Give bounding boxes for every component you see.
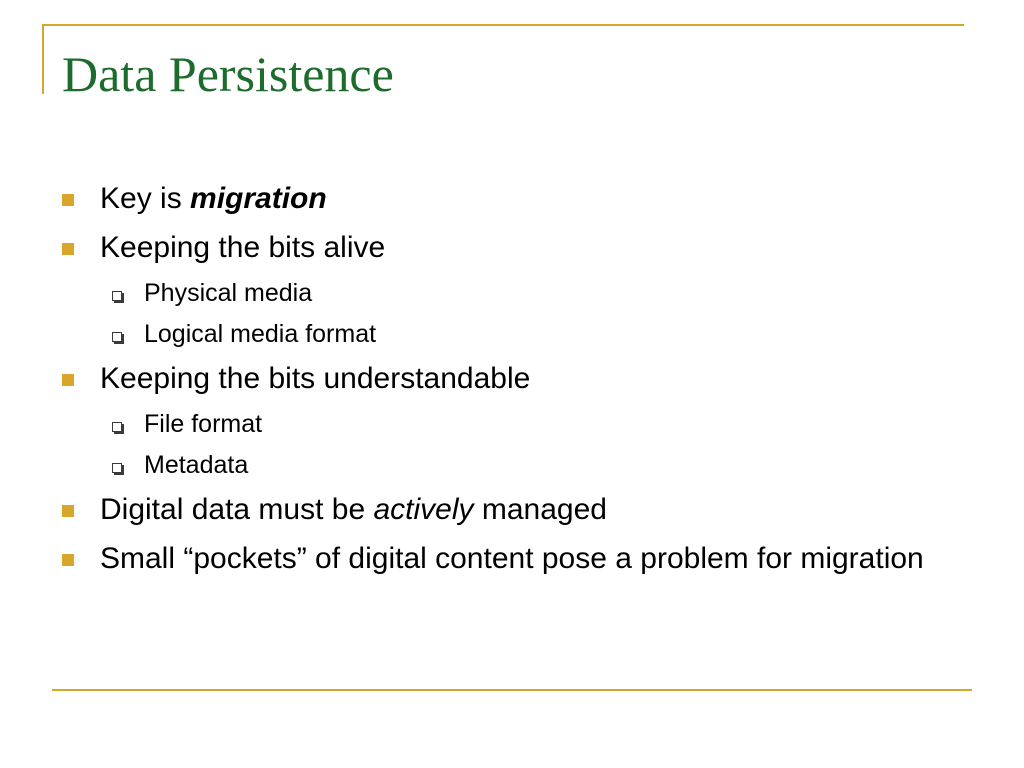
sub-bullet-text: File format xyxy=(144,410,263,438)
bottom-rule xyxy=(52,689,972,691)
square-bullet-icon xyxy=(62,505,74,517)
square-bullet-icon xyxy=(62,243,74,255)
sub-bullet-text: Metadata xyxy=(144,451,249,479)
slide-title: Data Persistence xyxy=(62,46,394,102)
square-bullet-icon xyxy=(62,554,74,566)
bullet-text: Keeping the bits understandable xyxy=(100,362,531,395)
sub-bullet-text: Logical media format xyxy=(144,320,377,348)
bullet-text: Small “pockets” of digital content pose a problem for migration xyxy=(100,542,924,575)
sub-bullet-text: Physical media xyxy=(144,279,313,307)
square-bullet-icon xyxy=(62,374,74,386)
bullet-text: Key is migration xyxy=(100,182,327,215)
bullet-keeping-bits-alive xyxy=(62,229,972,266)
sub-bullet-logical-media-format xyxy=(62,319,972,350)
top-rule xyxy=(42,24,964,26)
emphasis-text: migration xyxy=(190,182,327,215)
bullet-key-is-migration xyxy=(62,180,972,217)
sub-bullet-physical-media xyxy=(62,278,972,309)
emphasis-text: actively xyxy=(373,493,474,526)
bullet-text: Keeping the bits alive xyxy=(100,231,386,264)
left-rule xyxy=(42,24,44,94)
hollow-square-bullet-icon xyxy=(112,291,122,301)
bullet-actively-managed xyxy=(62,491,972,528)
bullet-text: Digital data must be actively managed xyxy=(100,493,607,526)
bullet-keeping-bits-understandable xyxy=(62,360,972,397)
hollow-square-bullet-icon xyxy=(112,422,122,432)
sub-bullet-file-format xyxy=(62,409,972,440)
sub-bullet-metadata xyxy=(62,450,972,481)
bullet-list xyxy=(62,180,972,589)
bullet-small-pockets xyxy=(62,540,972,577)
hollow-square-bullet-icon xyxy=(112,332,122,342)
hollow-square-bullet-icon xyxy=(112,463,122,473)
square-bullet-icon xyxy=(62,194,74,206)
